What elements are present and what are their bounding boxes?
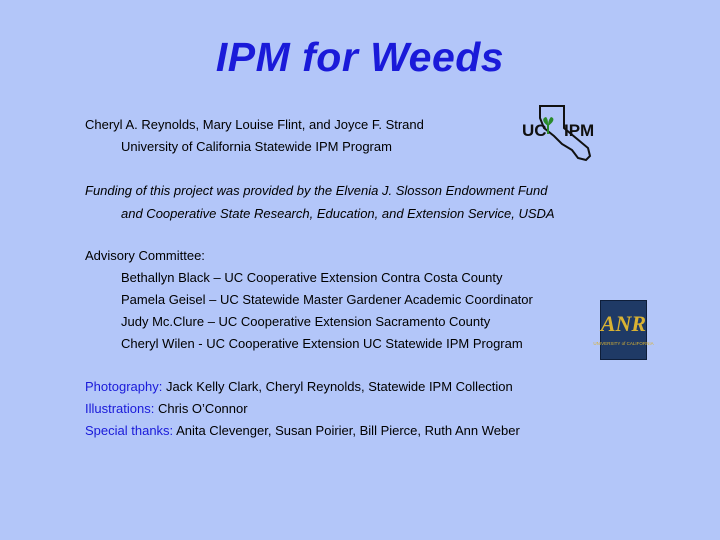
illustrations-label: Illustrations: [85,401,155,416]
ipm-logo-text: IPM [564,121,595,140]
slide-title: IPM for Weeds [215,34,505,80]
advisory-member: Cheryl Wilen - UC Cooperative Extension UC Statewide IPM Program [121,336,523,351]
uc-logo-text: UC [522,121,547,140]
anr-logo-letters: ANR [600,311,647,336]
funding-line-2: and Cooperative State Research, Education, and Extension Service, USDA [121,206,555,221]
authors-line: Cheryl A. Reynolds, Mary Louise Flint, and Joyce F. Strand [85,117,424,132]
advisory-label: Advisory Committee: [85,248,205,263]
uc-ipm-logo [518,104,608,164]
special-thanks-line [85,423,520,438]
illustrations-value: Chris O’Connor [154,401,248,416]
photography-value: Jack Kelly Clark, Cheryl Reynolds, Statewide IPM Collection [162,379,513,394]
organization-line: University of California Statewide IPM Program [121,139,392,154]
photography-label: Photography: [85,379,163,394]
photography-line [85,379,513,394]
anr-logo-subtext: UNIVERSITY of CALIFORNIA [593,341,654,346]
illustrations-line [85,401,248,416]
anr-emblem-icon [593,301,654,359]
special-thanks-value: Anita Clevenger, Susan Poirier, Bill Pierce, Ruth Ann Weber [173,423,520,438]
special-thanks-label: Special thanks: [85,423,174,438]
advisory-member: Judy Mc.Clure – UC Cooperative Extension Sacramento County [121,314,491,329]
funding-line-1: Funding of this project was provided by the Elvenia J. Slosson Endowment Fund [85,183,548,198]
advisory-member: Bethallyn Black – UC Cooperative Extension Contra Costa County [121,270,503,285]
advisory-member: Pamela Geisel – UC Statewide Master Gardener Academic Coordinator [121,292,533,307]
anr-logo [593,300,654,360]
